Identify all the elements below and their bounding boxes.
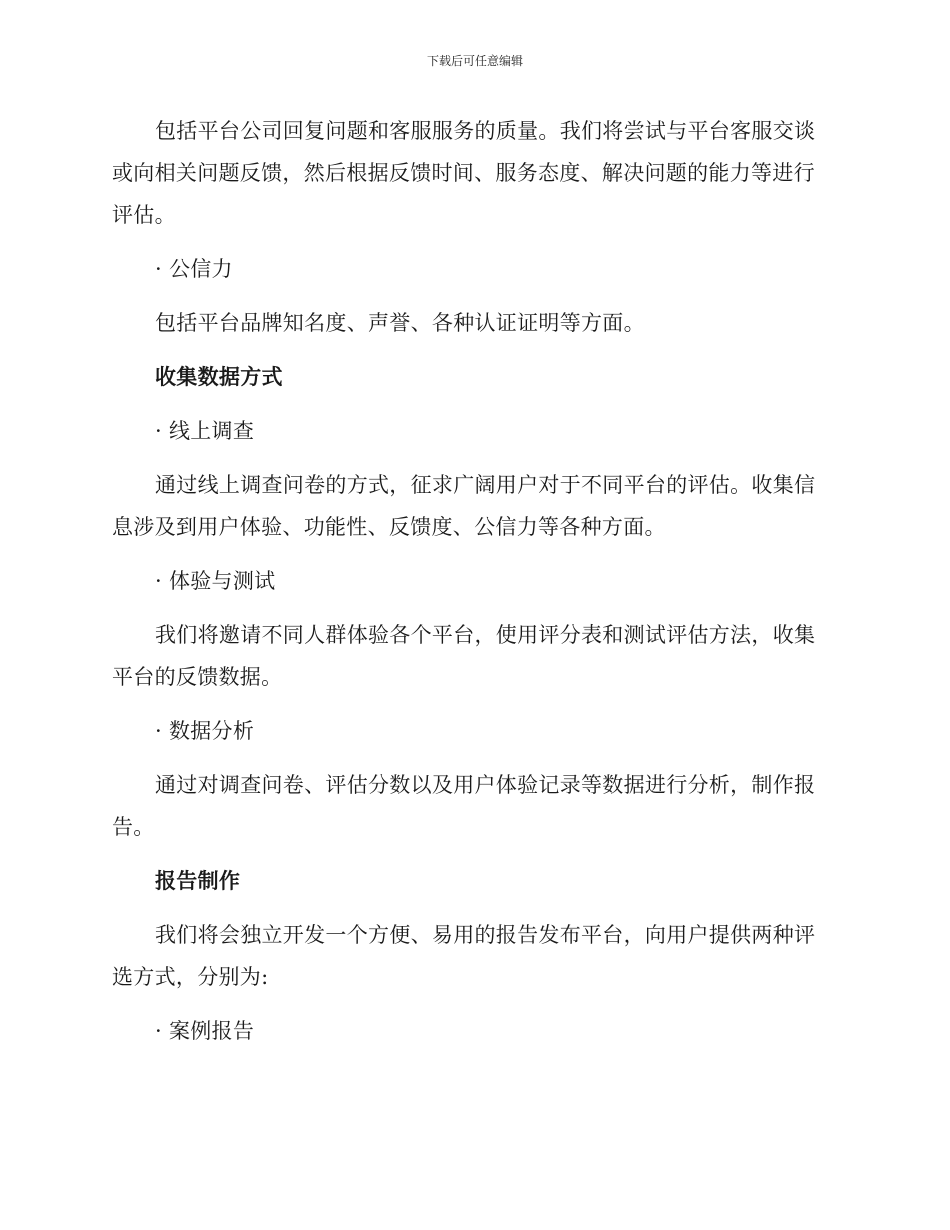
page-header: 下载后可任意编辑 xyxy=(426,54,523,68)
paragraph-experience-testing: 我们将邀请不同人群体验各个平台，使用评分表和测试评估方法，收集平台的反馈数据。 xyxy=(112,623,816,689)
paragraph-credibility: 包括平台品牌知名度、声誉、各种认证证明等方面。 xyxy=(155,311,645,335)
section-heading-data-collection: 收集数据方式 xyxy=(155,365,283,389)
bullet-experience-testing: · 体验与测试 xyxy=(155,569,276,593)
bullet-case-report: · 案例报告 xyxy=(155,1019,255,1043)
bullet-online-survey: · 线上调查 xyxy=(155,419,255,443)
paragraph-data-analysis: 通过对调查问卷、评估分数以及用户体验记录等数据进行分析，制作报告。 xyxy=(112,773,816,839)
document-body xyxy=(112,110,832,1064)
paragraph-report-platform: 我们将会独立开发一个方便、易用的报告发布平台，向用户提供两种评选方式，分别为: xyxy=(112,923,816,989)
bullet-credibility: · 公信力 xyxy=(155,257,233,281)
paragraph-service-quality: 包括平台公司回复问题和客服服务的质量。我们将尝试与平台客服交谈或向相关问题反馈，然后根据反馈时间、服务态度、解决问题的能力等进行评估。 xyxy=(112,119,816,227)
paragraph-online-survey: 通过线上调查问卷的方式，征求广阔用户对于不同平台的评估。收集信息涉及到用户体验、功能性、反馈度、公信力等各种方面。 xyxy=(112,473,816,539)
bullet-data-analysis: · 数据分析 xyxy=(155,719,255,743)
section-heading-report: 报告制作 xyxy=(155,869,241,893)
